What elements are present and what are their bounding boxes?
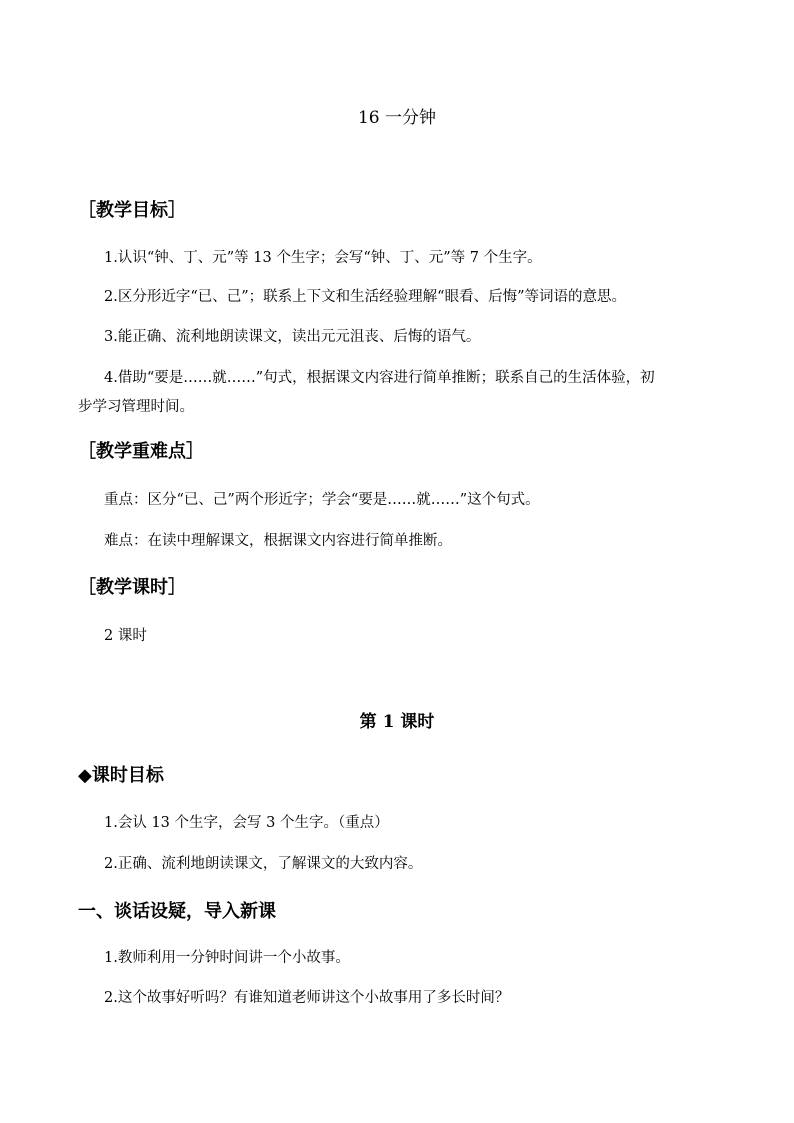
goal-item-3: 3.能正确、流利地朗读课文，读出元元沮丧、后悔的语气。 <box>104 329 481 345</box>
key-points-heading: ［教学重难点］ <box>78 441 204 462</box>
goal-item-4-line-1: 4.借助“要是……就……”句式，根据课文内容进行简单推断；联系自己的生活体验，初 <box>104 370 655 386</box>
key-point-difficulty: 难点：在读中理解课文，根据课文内容进行简单推断。 <box>104 533 452 549</box>
goal-item-2: 2.区分形近字“已、己”；联系上下文和生活经验理解“眼看、后悔”等词语的意思。 <box>104 289 626 305</box>
goal-item-4-line-2: 步学习管理时间。 <box>78 399 194 415</box>
part1-item-2: 2.这个故事好听吗？有谁知道老师讲这个小故事用了多长时间？ <box>104 990 510 1006</box>
lesson-goal-item-2: 2.正确、流利地朗读课文，了解课文的大致内容。 <box>104 856 423 872</box>
lesson-goals-heading: ◆课时目标 <box>78 765 164 786</box>
page-title: 16 一分钟 <box>357 108 437 128</box>
lesson-goal-item-1: 1.会认 13 个生字，会写 3 个生字。（重点） <box>104 815 389 831</box>
hours-heading: ［教学课时］ <box>78 577 186 598</box>
key-point-focus: 重点：区分“已、己”两个形近字；学会“要是……就……”这个句式。 <box>104 492 540 508</box>
goal-item-1: 1.认识“钟、丁、元”等 13 个生字；会写“钟、丁、元”等 7 个生字。 <box>104 250 542 266</box>
lesson-title: 第 1 课时 <box>359 712 435 732</box>
part1-heading: 一、谈话设疑，导入新课 <box>78 901 276 922</box>
part1-item-1: 1.教师利用一分钟时间讲一个小故事。 <box>104 950 350 966</box>
hours-value: 2 课时 <box>104 628 147 644</box>
goals-heading: ［教学目标］ <box>78 200 186 221</box>
